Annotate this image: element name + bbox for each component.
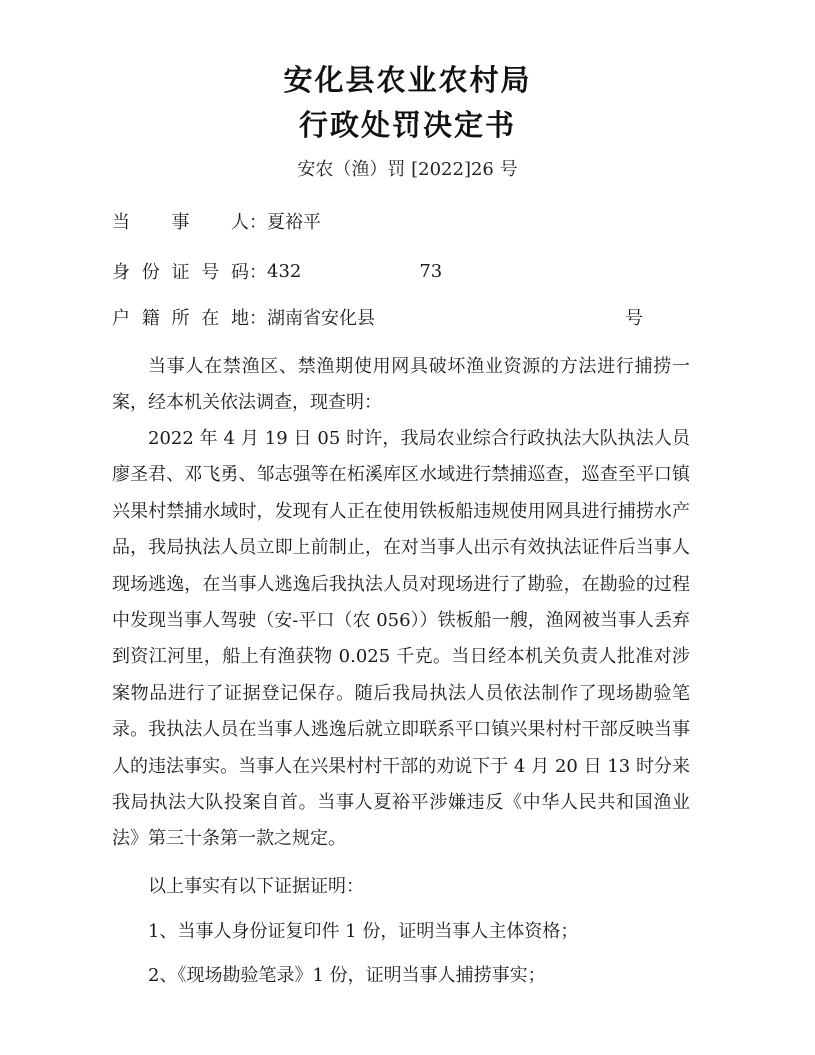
label-char: 身 [112, 262, 130, 283]
label-char: 户 [112, 308, 130, 329]
body-paragraph-facts: 2022 年 4 月 19 日 05 时许，我局农业综合行政执法大队执法人员廖圣君、邓飞勇、邹志强等在柘溪库区水域进行禁捕巡查，巡查至平口镇兴果村禁捕水域时，发现有人正在使用铁板船违规使用网具进行捕捞水产品，我局执法人员立即上前制止，在对当事人出示有效执法证件后当事人现场逃逸，在当事人逃逸后我执法人员对现场进行了勘验，在勘验的过程中发现当事人驾驶（安-平口（农 056））铁板船一艘，渔网被当事人丢弃到资江河里，船上有渔获物 0.025 千克。当日经本机关负责人批准对涉案物品进行了证据登记保存。随后我局执法人员依法制作了现场勘验笔录。我执法人员在当事人逃逸后就立即联系平口镇兴果村村干部反映当事人的违法事实。当事人在兴果村村干部的劝说下于 4 月 20 日 13 时分来我局执法大队投案自首。当事人夏裕平涉嫌违反《中华人民共和国渔业法》第三十条第一款之规定。 [112, 428, 690, 850]
party-address-row [112, 304, 643, 330]
label-char: 在 [201, 308, 220, 329]
evidence-item-2: 2、《现场勘验笔录》1 份，证明当事人捕捞事实； [148, 965, 546, 986]
party-name-row [112, 208, 321, 234]
party-address-label [112, 304, 267, 330]
party-address-suffix: 号 [625, 308, 643, 329]
label-char: 所 [171, 308, 190, 329]
label-char: 份 [141, 262, 160, 283]
label-char: 事 [171, 212, 190, 233]
label-char: 号 [201, 262, 220, 283]
body-paragraph-evidence-heading: 以上事实有以下证据证明： [148, 876, 364, 897]
party-id-suffix: 73 [419, 260, 443, 282]
document-number: 安农（渔）罚 [2022]26 号 [297, 159, 518, 180]
label-char: 证 [171, 262, 190, 283]
id-redaction [301, 260, 419, 282]
document-title-type: 行政处罚决定书 [298, 108, 516, 142]
party-id-row [112, 258, 442, 284]
body-paragraph-intro: 当事人在禁渔区、禁渔期使用网具破坏渔业资源的方法进行捕捞一案，经本机关依法调查，现查明： [112, 356, 690, 414]
address-redaction [375, 306, 625, 328]
party-name-value: 夏裕平 [267, 212, 321, 233]
party-id-label [112, 258, 267, 284]
party-id-prefix: 432 [267, 260, 302, 282]
party-name-label [112, 208, 267, 234]
label-char: 人： [231, 212, 267, 233]
evidence-item-1: 1、当事人身份证复印件 1 份，证明当事人主体资格； [148, 921, 579, 942]
document-title-agency: 安化县农业农村局 [283, 63, 532, 97]
label-char: 籍 [141, 308, 160, 329]
label-char: 地： [231, 308, 267, 329]
label-char: 码： [231, 262, 267, 283]
label-char: 当 [112, 212, 130, 233]
party-address-prefix: 湖南省安化县 [267, 308, 375, 329]
